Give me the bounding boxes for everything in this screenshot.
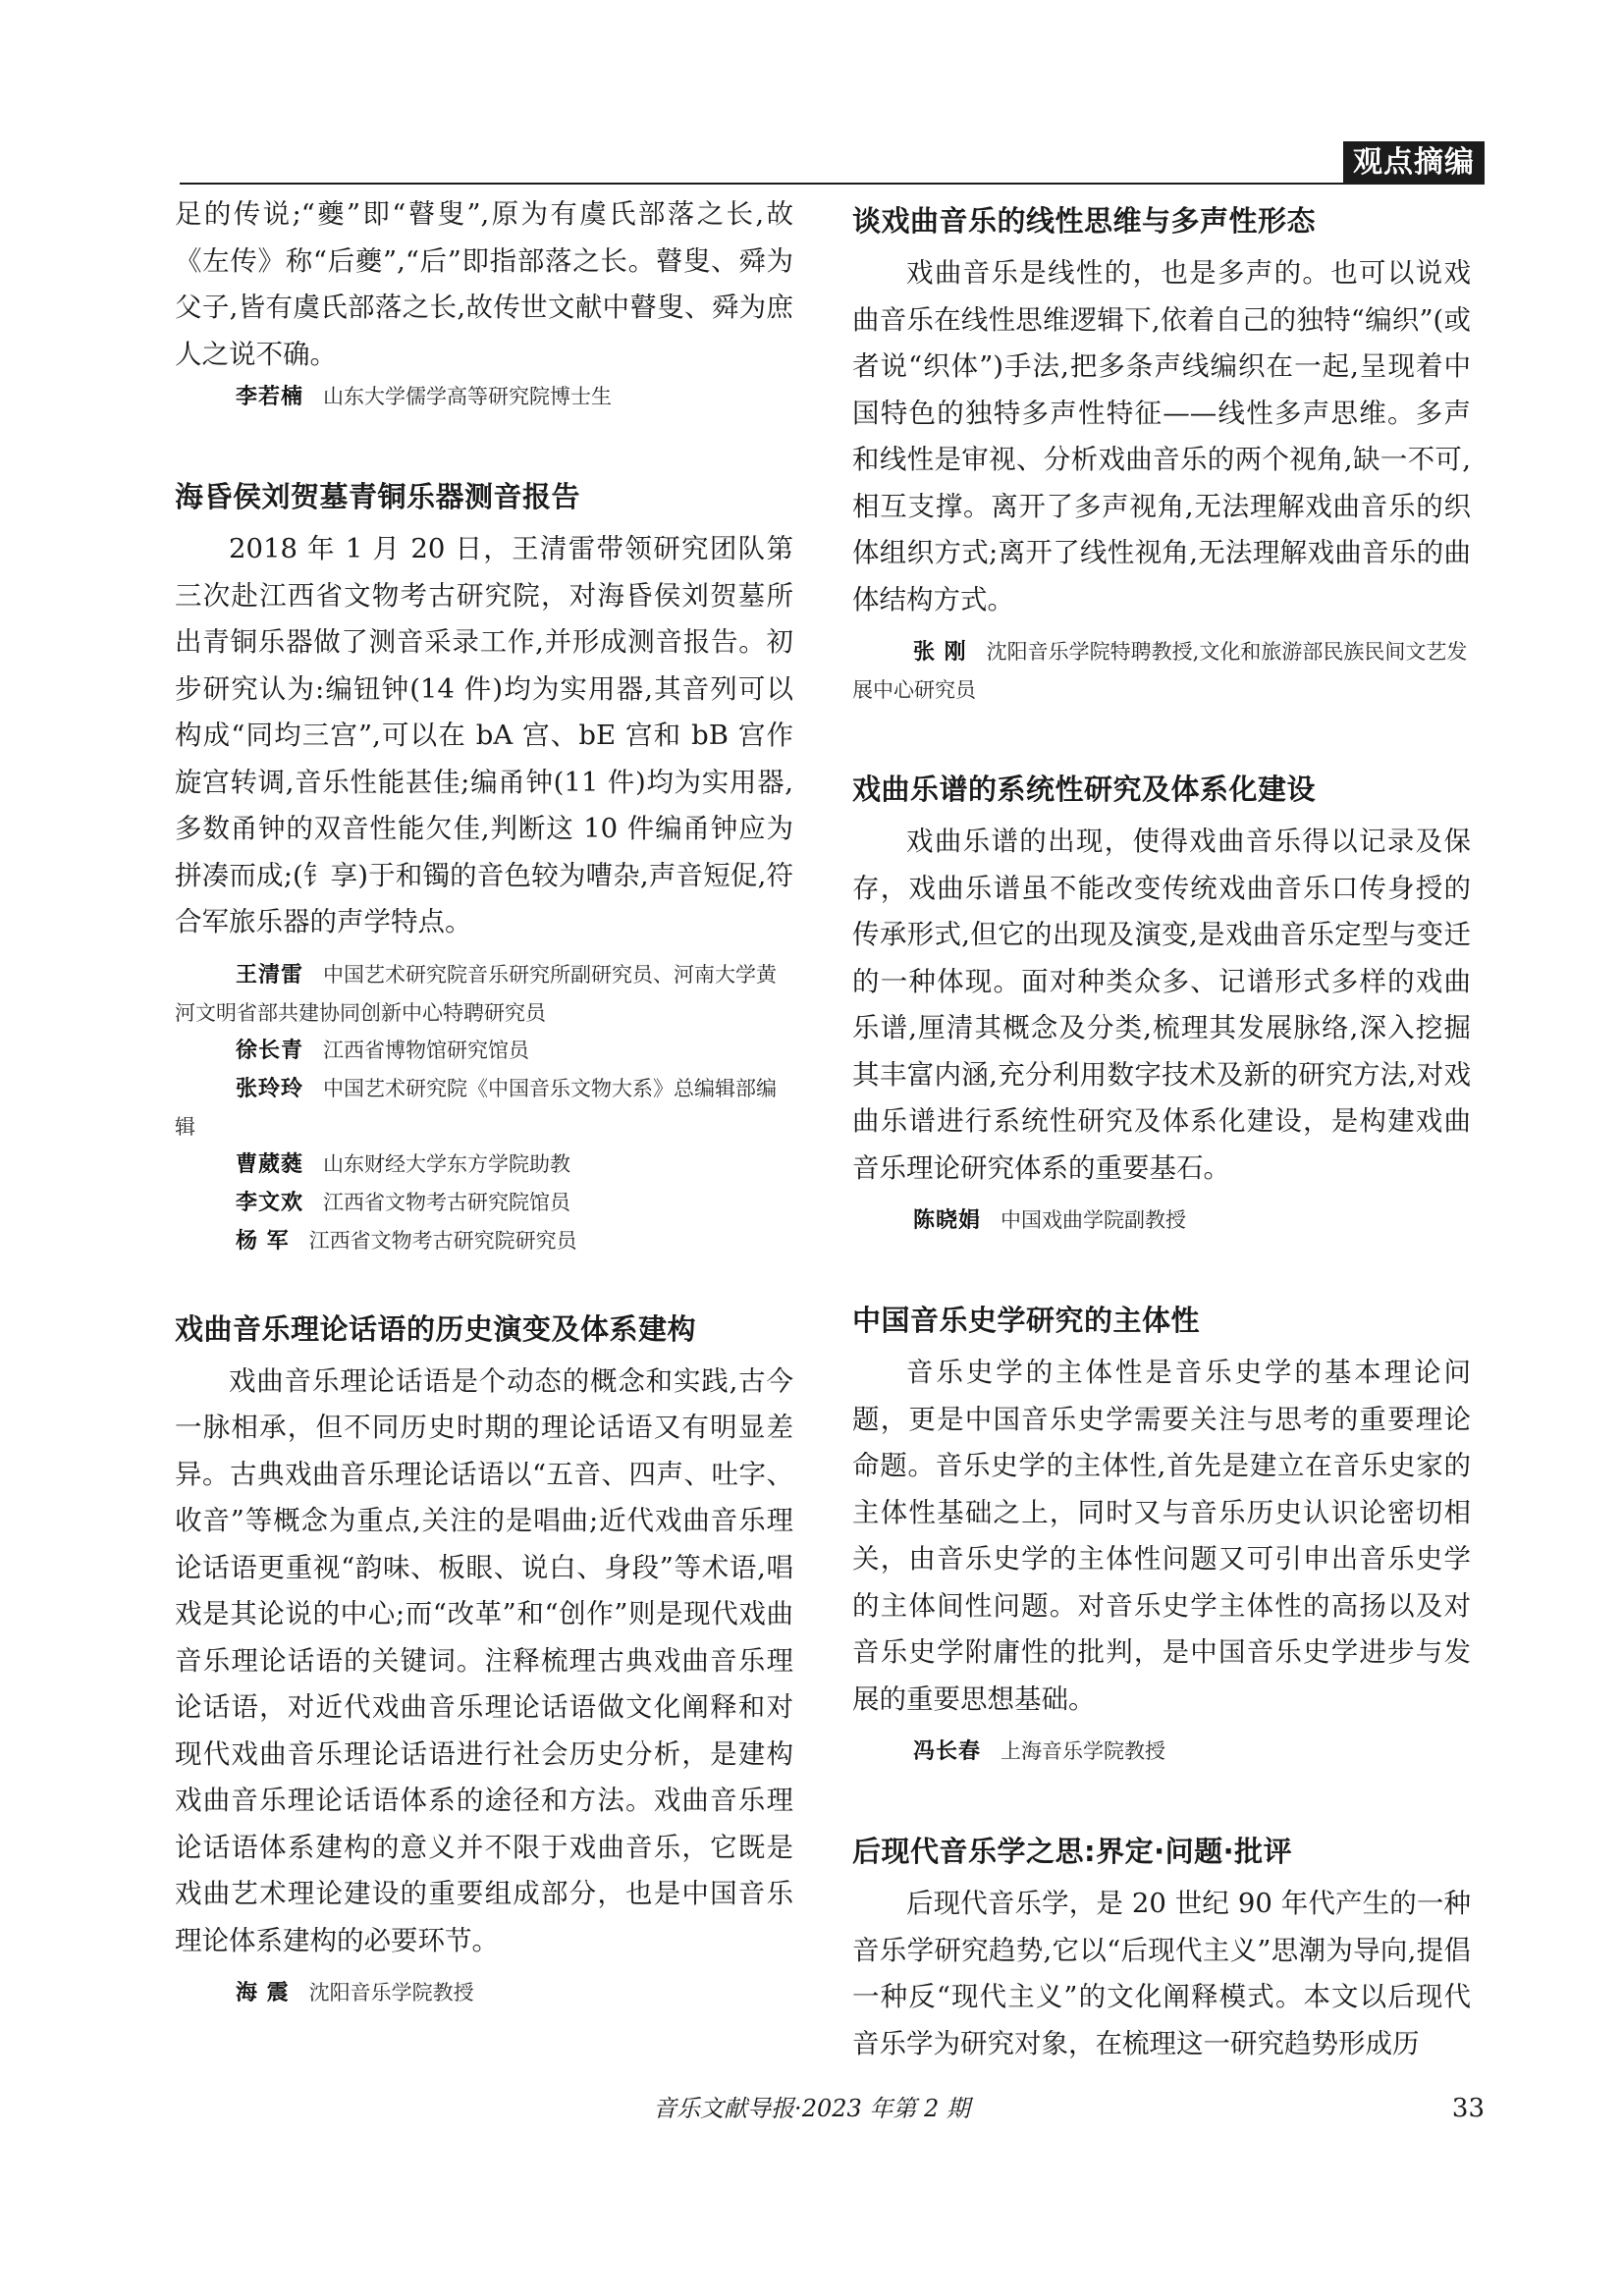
author-affiliation: 江西省文物考古研究院研究员 [308, 1228, 577, 1253]
author-name: 曹葳蕤 [236, 1151, 304, 1177]
author-affiliation: 山东大学儒学高等研究院博士生 [323, 385, 613, 408]
article-body: 戏曲音乐是线性的，也是多声的。也可以说戏曲音乐在线性思维逻辑下,依着自己的独特“编织”(或者说“织体”)手法,把多条声线编织在一起,呈现着中国特色的独特多声性特征——线性多声思维。多声和线性是审视、分析戏曲音乐的两个视角,缺一不可,相互支撑。离开了多声视角,无法理解戏曲音乐的织体组织方式;离开了线性视角,无法理解戏曲音乐的曲体结构方式。 [852, 257, 1471, 615]
author-affiliation: 沈阳音乐学院特聘教授,文化和旅游部民族民间文艺发展中心研究员 [852, 640, 1468, 702]
author-line [175, 1184, 793, 1222]
author-name: 张 刚 [913, 640, 967, 665]
page-number: 33 [1451, 2094, 1485, 2123]
left-column [175, 191, 793, 2012]
author-affiliation: 沈阳音乐学院教授 [308, 1981, 474, 2004]
author-affiliation: 中国艺术研究院《中国音乐文物大系》总编辑部编辑 [175, 1076, 778, 1139]
author-affiliation: 山东财经大学东方学院助教 [323, 1151, 571, 1176]
author-name: 海 震 [236, 1981, 290, 2005]
author-affiliation: 中国戏曲学院副教授 [1001, 1208, 1187, 1232]
author-line [175, 1032, 793, 1070]
article-body: 后现代音乐学，是 20 世纪 90 年代产生的一种音乐学研究趋势,它以“后现代主义”思潮为导向,提倡一种反“现代主义”的文化阐释模式。本文以后现代音乐学为研究对象，在梳理这一研究趋势形成历 [852, 1888, 1471, 2059]
author-line [852, 1733, 1471, 1771]
author-name: 张玲玲 [236, 1076, 304, 1101]
author-name: 李文欢 [236, 1190, 304, 1215]
author-affiliation: 中国艺术研究院音乐研究所副研究员、河南大学黄河文明省部共建协同创新中心特聘研究员 [175, 962, 778, 1025]
article-title: 海昏侯刘贺墓青铜乐器测音报告 [175, 480, 581, 513]
article-title: 戏曲乐谱的系统性研究及体系化建设 [852, 773, 1317, 806]
author-line [175, 1974, 793, 2012]
author-name: 陈晓娟 [913, 1208, 982, 1233]
page-footer [0, 2089, 1623, 2128]
article-body: 音乐史学的主体性是音乐史学的基本理论问题，更是中国音乐史学需要关注与思考的重要理论命题。音乐史学的主体性,首先是建立在音乐史家的主体性基础之上，同时又与音乐历史认识论密切相关，由音乐史学的主体性问题又可引申出音乐史学的主体间性问题。对音乐史学主体性的高扬以及对音乐史学附庸性的批判，是中国音乐史学进步与发展的重要思想基础。 [852, 1357, 1471, 1715]
header-rule [180, 183, 1485, 185]
author-line [175, 1222, 793, 1260]
author-affiliation: 江西省文物考古研究院馆员 [323, 1190, 571, 1214]
author-name: 李若楠 [236, 385, 304, 409]
author-name: 王清雷 [236, 962, 304, 988]
author-line [852, 633, 1471, 709]
author-name: 杨 军 [236, 1228, 290, 1254]
article-title: 谈戏曲音乐的线性思维与多声性形态 [852, 204, 1317, 238]
continuation-paragraph: 足的传说;“夔”即“瞽叟”,原为有虞氏部落之长,故《左传》称“后夔”,“后”即指部落之长。瞽叟、舜为父子,皆有虞氏部落之长,故传世文献中瞽叟、舜为庶人之说不确。 [175, 198, 793, 370]
author-affiliation: 江西省博物馆研究馆员 [323, 1038, 530, 1062]
article-body: 戏曲音乐理论话语是个动态的概念和实践,古今一脉相承，但不同历史时期的理论话语又有明显差异。古典戏曲音乐理论话语以“五音、四声、吐字、收音”等概念为重点,关注的是唱曲;近代戏曲音乐理论话语更重视“韵味、板眼、说白、身段”等术语,唱戏是其论说的中心;而“改革”和“创作”则是现代戏曲音乐理论话语的关键词。注释梳理古典戏曲音乐理论话语，对近代戏曲音乐理论话语做文化阐释和对现代戏曲音乐理论话语进行社会历史分析，是建构戏曲音乐理论话语体系的途径和方法。戏曲音乐理论话语体系建构的意义并不限于戏曲音乐，它既是戏曲艺术理论建设的重要组成部分，也是中国音乐理论体系建构的必要环节。 [175, 1364, 793, 1956]
author-line [175, 1146, 793, 1184]
article-title: 戏曲音乐理论话语的历史演变及体系建构 [175, 1311, 697, 1346]
author-name: 冯长春 [913, 1739, 982, 1764]
author-name: 徐长青 [236, 1038, 304, 1063]
article-title: 中国音乐史学研究的主体性 [852, 1304, 1201, 1337]
author-line [175, 956, 793, 1032]
author-line [175, 1070, 793, 1146]
article-title: 后现代音乐学之思:界定·问题·批评 [852, 1835, 1293, 1868]
author-line [175, 378, 793, 416]
article-body: 戏曲乐谱的出现，使得戏曲音乐得以记录及保存，戏曲乐谱虽不能改变传统戏曲音乐口传身授的传承形式,但它的出现及演变,是戏曲音乐定型与变迁的一种体现。面对种类众多、记谱形式多样的戏曲乐谱,厘清其概念及分类,梳理其发展脉络,深入挖掘其丰富内涵,充分利用数字技术及新的研究方法,对戏曲乐谱进行系统性研究及体系化建设，是构建戏曲音乐理论研究体系的重要基石。 [852, 826, 1471, 1184]
article-body: 2018 年 1 月 20 日，王清雷带领研究团队第三次赴江西省文物考古研究院，对海昏侯刘贺墓所出青铜乐器做了测音采录工作,并形成测音报告。初步研究认为:编钮钟(14 件)均为实用器,其音列可以构成“同均三宫”,可以在 bA 宫、bE 宫和 bB 宫作旋宫转调,音乐性能甚佳;编甬钟(11 件)均为实用器,多数甬钟的双音性能欠佳,判断这 10 件编甬钟应为拼凑而成;(钅享)于和镯的音色较为嘈杂,声音短促,符合军旅乐器的声学特点。 [175, 533, 793, 937]
right-column [852, 191, 1471, 2067]
author-affiliation: 上海音乐学院教授 [1001, 1739, 1166, 1763]
journal-name: 音乐文献导报·2023 年第 2 期 [653, 2095, 970, 2122]
author-line [852, 1201, 1471, 1240]
section-tag: 观点摘编 [1343, 141, 1485, 185]
